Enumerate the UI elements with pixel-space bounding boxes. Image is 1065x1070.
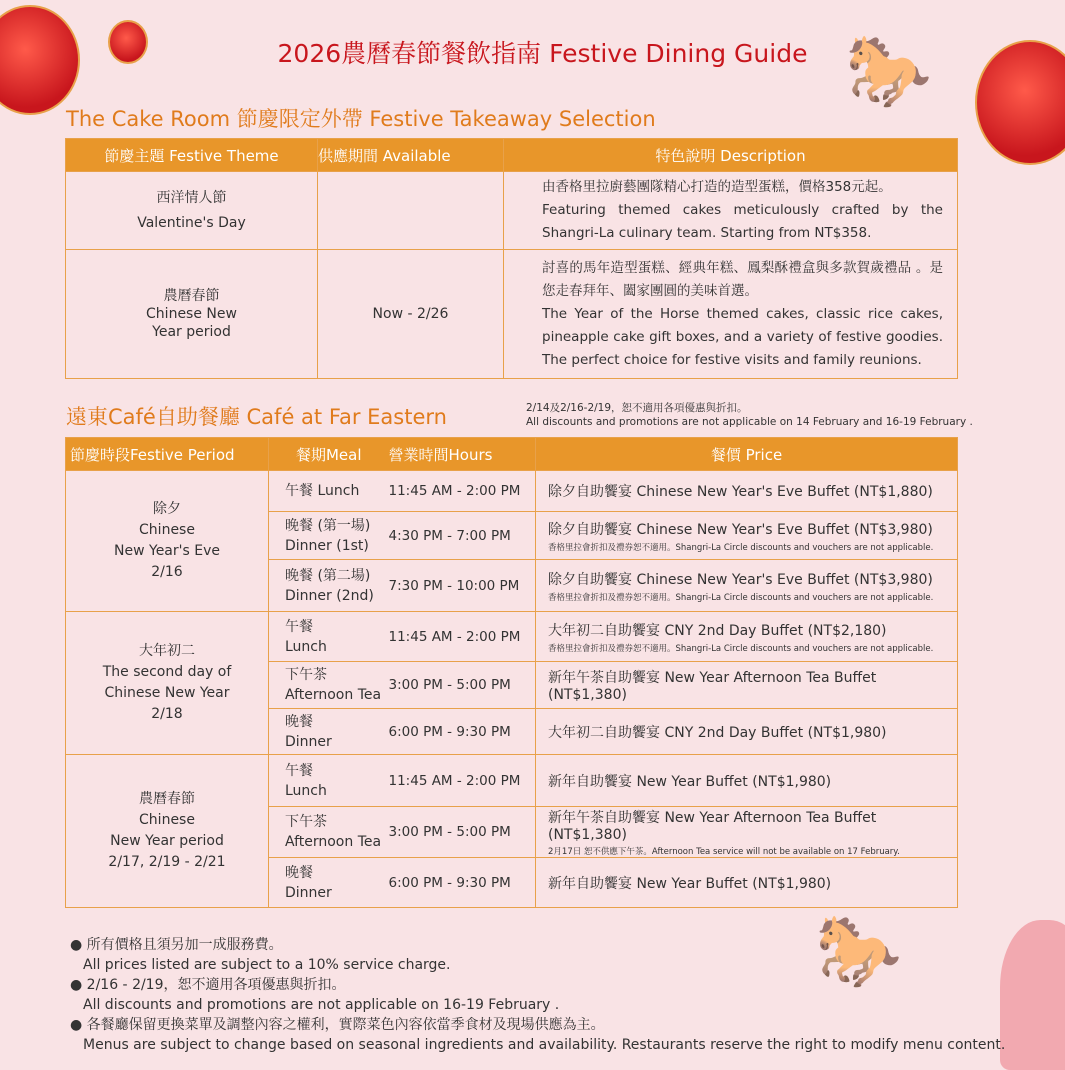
header-description: 特色說明 Description (504, 139, 958, 172)
period-zh: 除夕 (153, 501, 181, 517)
meal-zh: 晚餐 (285, 713, 313, 730)
price: 除夕自助饗宴 Chinese New Year's Eve Buffet (NT$1,880) (548, 484, 933, 500)
meal-en: Dinner (1st) (285, 537, 369, 554)
hours: 11:45 AM - 2:00 PM (389, 755, 536, 807)
hours: 3:00 PM - 5:00 PM (389, 662, 536, 709)
footnote-zh: 各餐廳保留更換菜單及調整內容之權利，實際菜色內容依當季食材及現場供應為主。 (86, 1017, 605, 1033)
price: 新年午茶自助饗宴 New Year Afternoon Tea Buffet (NT$1,380) (548, 670, 877, 703)
theme-en: Chinese New Year period (146, 306, 237, 340)
cafe-table (65, 437, 958, 908)
header-meal: 餐期Meal (269, 438, 389, 471)
meal-zh: 晚餐 (第二場) (285, 567, 371, 584)
header-price: 餐價 Price (536, 438, 958, 471)
available: Now - 2/26 (318, 250, 504, 379)
price-note: 香格里拉會折扣及禮券恕不適用。Shangri-La Circle discounts and vouchers are not applicable. (548, 643, 934, 654)
price: 新年午茶自助饗宴 New Year Afternoon Tea Buffet (NT$1,380) (548, 810, 877, 843)
header-period: 節慶時段Festive Period (66, 438, 269, 471)
desc-en: The Year of the Horse themed cakes, classic rice cakes, pineapple cake gift boxes, and a variety of festive goodies. The perfect choice for festive visits and family reunions. (542, 305, 943, 368)
price: 大年初二自助饗宴 CNY 2nd Day Buffet (NT$1,980) (548, 724, 887, 741)
hours: 7:30 PM - 10:00 PM (389, 560, 536, 612)
period-en: New Year's Eve (114, 543, 220, 559)
meal-en: Dinner (285, 733, 332, 750)
price-note: 2月17日 恕不供應下午茶。Afternoon Tea service will not be available on 17 February. (548, 847, 900, 857)
footnote: ● 所有價格且須另加一成服務費。 All prices listed are subject to a 10% service charge. (70, 935, 1005, 975)
page-title: 2026農曆春節餐飲指南 Festive Dining Guide (277, 39, 808, 68)
meal-en: Afternoon Tea (285, 687, 382, 703)
cake-room-table (65, 138, 958, 379)
price: 大年初二自助饗宴 CNY 2nd Day Buffet (NT$2,180) (548, 622, 887, 639)
header-theme: 節慶主題 Festive Theme (66, 139, 318, 172)
header-hours: 營業時間Hours (389, 438, 536, 471)
theme-en: Valentine's Day (137, 214, 246, 231)
price: 除夕自助饗宴 Chinese New Year's Eve Buffet (NT$3,980) (548, 571, 933, 588)
horse-decoration-top: 🐎 (845, 30, 933, 112)
price-note: 香格里拉會折扣及禮券恕不適用。Shangri-La Circle discounts and vouchers are not applicable. (548, 542, 934, 553)
hours: 4:30 PM - 7:00 PM (389, 512, 536, 560)
hours: 6:00 PM - 9:30 PM (389, 858, 536, 908)
cafe-notice-en: All discounts and promotions are not applicable on 14 February and 16-19 February . (526, 416, 973, 428)
meal-en: Lunch (285, 782, 327, 799)
header-available: 供應期間 Available (318, 139, 504, 172)
meal-zh: 下午茶 (285, 667, 327, 683)
table-row (66, 250, 958, 379)
period-en: Chinese New Year (104, 685, 230, 701)
footnote-zh: 所有價格且須另加一成服務費。 (86, 937, 283, 953)
hours: 6:00 PM - 9:30 PM (389, 709, 536, 755)
meal-zh: 午餐 (285, 618, 313, 635)
horse-decoration-bottom: 🐎 (815, 910, 903, 992)
hours: 11:45 AM - 2:00 PM (389, 612, 536, 662)
meal-en: Dinner (2nd) (285, 587, 374, 604)
period-date: 2/17, 2/19 - 2/21 (108, 854, 226, 870)
theme-zh: 西洋情人節 (156, 189, 227, 206)
footnote-en: Menus are subject to change based on seasonal ingredients and availability. Restaurants reserve the right to modify menu content. (83, 1037, 1006, 1053)
period-en: Chinese (139, 522, 195, 538)
meal-en: Dinner (285, 884, 332, 901)
meal-zh: 下午茶 (285, 814, 327, 830)
footnote-en: All prices listed are subject to a 10% service charge. (83, 957, 451, 973)
footnote: ● 各餐廳保留更換菜單及調整內容之權利，實際菜色內容依當季食材及現場供應為主。 Menus are subject to change based on seasonal ingredients and availability. Restaurants reserve the right to modify menu content. (70, 1017, 1006, 1053)
period-en: The second day of (102, 664, 232, 680)
footnote: ● 2/16 - 2/19，恕不適用各項優惠與折扣。 All discounts and promotions are not applicable on 16-19 February . (70, 975, 1005, 1015)
period-zh: 大年初二 (139, 643, 195, 659)
hours: 11:45 AM - 2:00 PM (389, 471, 536, 512)
meal-en: Lunch (285, 638, 327, 655)
price-note: 香格里拉會折扣及禮券恕不適用。Shangri-La Circle discounts and vouchers are not applicable. (548, 592, 934, 603)
table-row (66, 172, 958, 250)
meal-zh: 午餐 (285, 762, 313, 779)
period-en: Chinese (139, 812, 195, 828)
cake-room-title: The Cake Room 節慶限定外帶 Festive Takeaway Selection (66, 107, 656, 131)
price: 新年自助饗宴 New Year Buffet (NT$1,980) (548, 773, 832, 790)
table-row (66, 755, 958, 807)
cafe-title: 遠東Café自助餐廳 Café at Far Eastern (66, 405, 447, 429)
fortune-bag-decoration (1000, 920, 1065, 1070)
hours: 3:00 PM - 5:00 PM (389, 807, 536, 858)
price: 除夕自助饗宴 Chinese New Year's Eve Buffet (NT$3,980) (548, 521, 933, 538)
meal-en: Afternoon Tea (285, 834, 382, 850)
table-row (66, 612, 958, 662)
footnote-zh: 2/16 - 2/19，恕不適用各項優惠與折扣。 (86, 977, 346, 993)
cafe-notice-zh: 2/14及2/16-2/19，恕不適用各項優惠與折扣。 (526, 402, 748, 414)
footnote-en: All discounts and promotions are not applicable on 16-19 February . (83, 997, 560, 1013)
meal-zh: 晚餐 (第一場) (285, 517, 371, 534)
table-row (66, 471, 958, 512)
desc-en: Featuring themed cakes meticulously crafted by the Shangri-La culinary team. Starting from NT$358. (542, 202, 943, 241)
desc-zh: 討喜的馬年造型蛋糕、經典年糕、鳳梨酥禮盒與多款賀歲禮品 。是您走春拜年、闔家團圓的美味首選。 (542, 259, 943, 299)
available (318, 172, 504, 250)
price: 新年自助饗宴 New Year Buffet (NT$1,980) (548, 875, 832, 892)
period-zh: 農曆春節 (139, 791, 195, 807)
period-date: 2/16 (151, 564, 183, 580)
footnotes (70, 935, 1005, 1055)
period-en: New Year period (110, 833, 224, 849)
desc-zh: 由香格里拉廚藝團隊精心打造的造型蛋糕，價格358元起。 (542, 179, 892, 195)
meal-zh: 午餐 Lunch (285, 483, 360, 499)
meal-zh: 晚餐 (285, 864, 313, 881)
theme-zh: 農曆春節 (163, 288, 220, 304)
period-date: 2/18 (151, 706, 183, 722)
